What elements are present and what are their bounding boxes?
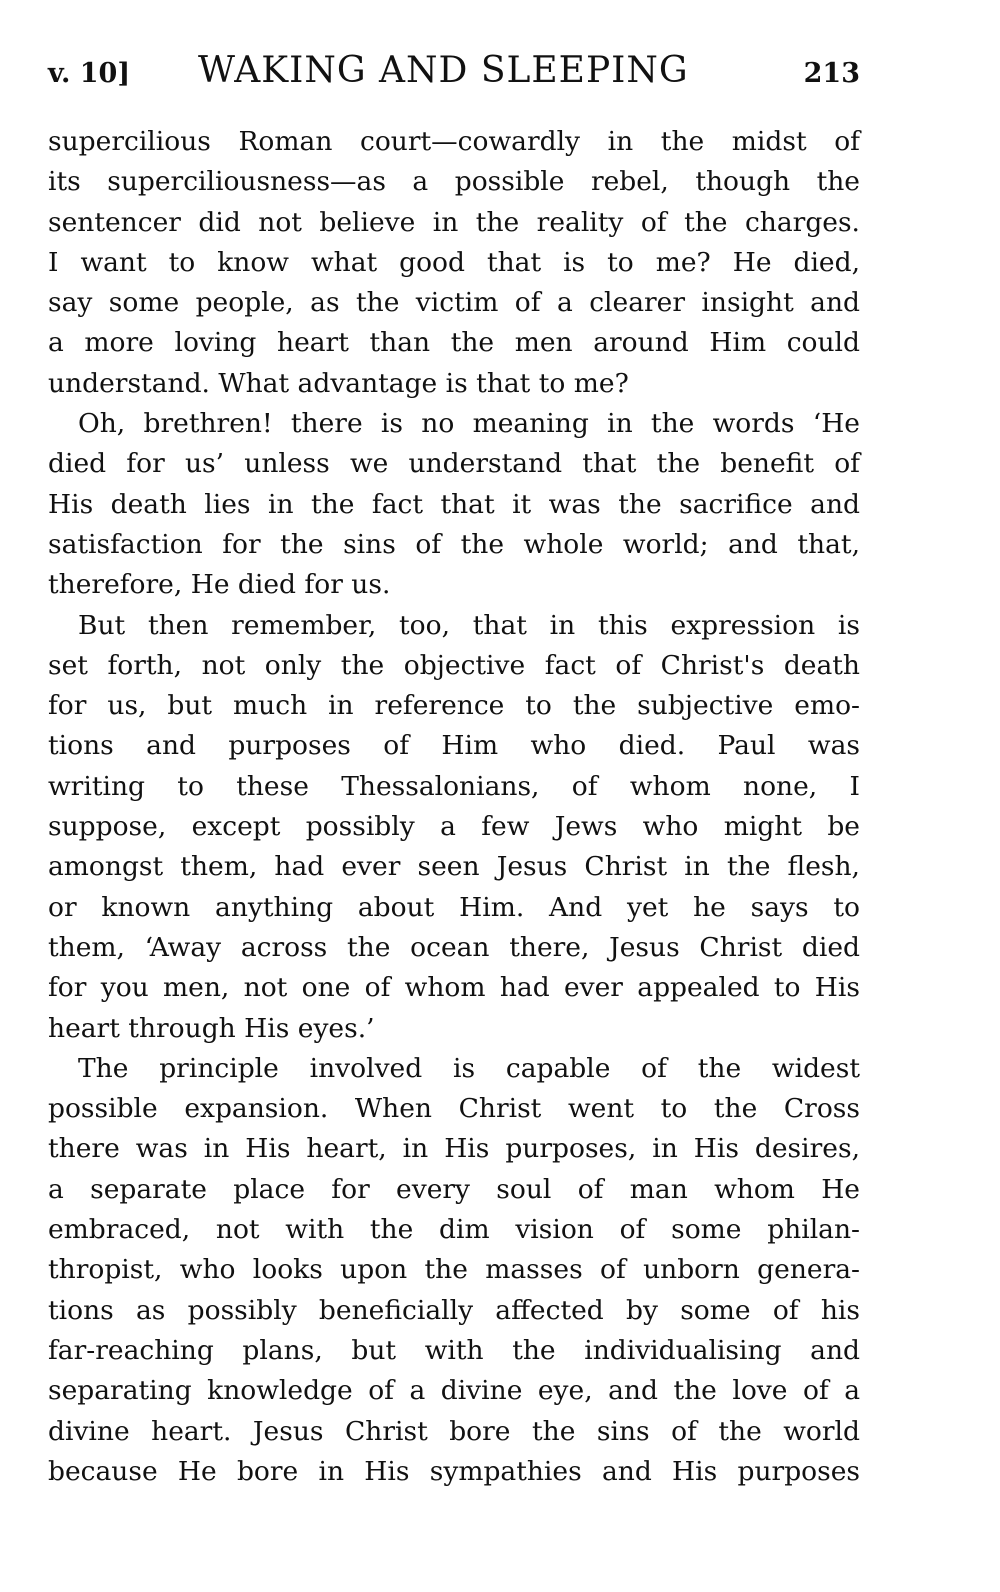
- running-head: [48, 50, 860, 94]
- text-line: possible expansion. When Christ went to the Cross: [48, 1093, 860, 1125]
- text-line: satisfaction for the sins of the whole world; and that,: [48, 528, 860, 560]
- page-number: 213: [803, 58, 860, 89]
- text-line: for you men, not one of whom had ever appealed to His: [48, 972, 860, 1004]
- text-line: But then remember, too, that in this expression is: [78, 609, 860, 641]
- body-text: [48, 122, 860, 1492]
- text-line: suppose, except possibly a few Jews who might be: [48, 811, 860, 843]
- text-line: a more loving heart than the men around Him could: [48, 327, 860, 359]
- text-line: embraced, not with the dim vision of some philan-: [48, 1214, 860, 1246]
- text-line: writing to these Thessalonians, of whom none, I: [48, 770, 860, 802]
- text-line: tions as possibly beneficially affected by some of his: [48, 1294, 860, 1326]
- text-line: therefore, He died for us.: [48, 569, 391, 601]
- text-line: amongst them, had ever seen Jesus Christ in the flesh,: [48, 851, 860, 883]
- text-line: died for us’ unless we understand that the benefit of: [48, 448, 860, 480]
- text-line: there was in His heart, in His purposes, in His desires,: [48, 1133, 860, 1165]
- text-line: heart through His eyes.’: [48, 1012, 375, 1044]
- verse-reference: v. 10]: [48, 58, 131, 89]
- text-line: understand. What advantage is that to me?: [48, 367, 629, 399]
- text-line: say some people, as the victim of a clearer insight and: [48, 287, 860, 319]
- text-line: tions and purposes of Him who died. Paul was: [48, 730, 860, 762]
- text-line: His death lies in the fact that it was the sacrifice and: [48, 488, 860, 520]
- text-line: a separate place for every soul of man whom He: [48, 1173, 860, 1205]
- text-line: or known anything about Him. And yet he says to: [48, 891, 860, 923]
- text-line: its superciliousness—as a possible rebel, though the: [48, 166, 860, 198]
- text-line: because He bore in His sympathies and His purposes: [48, 1455, 860, 1487]
- text-line: I want to know what good that is to me? He died,: [48, 246, 860, 278]
- text-line: for us, but much in reference to the subjective emo-: [48, 690, 860, 722]
- text-line: sentencer did not believe in the reality of the charges.: [48, 206, 860, 238]
- text-line: them, ‘Away across the ocean there, Jesus Christ died: [48, 931, 860, 963]
- page-title: WAKING AND SLEEPING: [198, 50, 689, 91]
- text-line: Oh, brethren! there is no meaning in the words ‘He: [78, 408, 860, 440]
- text-line: supercilious Roman court—cowardly in the midst of: [48, 126, 860, 157]
- text-line: separating knowledge of a divine eye, and the love of a: [48, 1375, 860, 1407]
- text-line: far-reaching plans, but with the individualising and: [48, 1334, 860, 1366]
- text-line: The principle involved is capable of the widest: [78, 1052, 860, 1084]
- text-line: divine heart. Jesus Christ bore the sins of the world: [48, 1415, 860, 1447]
- text-line: set forth, not only the objective fact of Christ's death: [48, 649, 860, 681]
- text-line: thropist, who looks upon the masses of unborn genera-: [48, 1254, 860, 1286]
